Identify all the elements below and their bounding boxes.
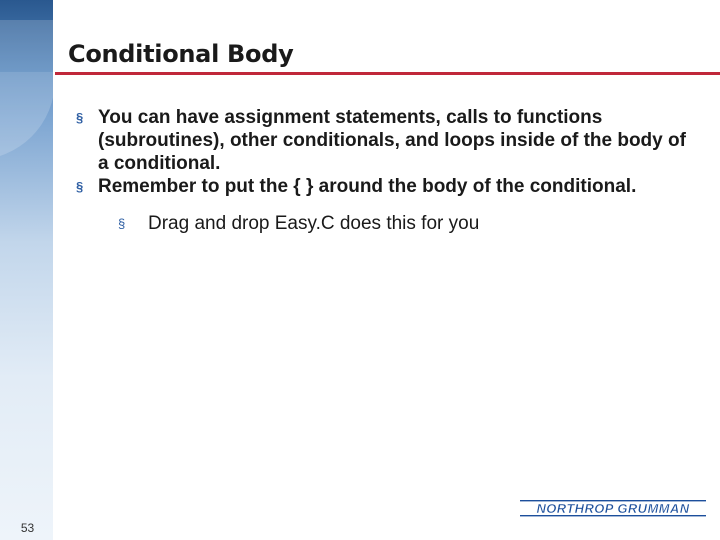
bullet-item bbox=[76, 106, 696, 175]
bullet-text: You can have assignment statements, calls to functions (subroutines), other conditionals, and loops inside of the body of a conditional. bbox=[98, 107, 686, 174]
page-number: 53 bbox=[20, 521, 35, 535]
sidebar-band bbox=[0, 0, 55, 540]
sidebar-divider bbox=[53, 0, 55, 540]
sidebar-arc-decoration bbox=[0, 20, 55, 160]
bullet-marker-icon: § bbox=[118, 216, 126, 231]
bullet-item bbox=[76, 175, 696, 198]
northrop-grumman-logo bbox=[520, 497, 706, 519]
bullet-marker-icon: § bbox=[76, 110, 84, 125]
logo-wordmark: NORTHROP GRUMMAN bbox=[536, 501, 690, 516]
sub-bullet-text: Drag and drop Easy.C does this for you bbox=[148, 213, 480, 234]
slide-title: Conditional Body bbox=[68, 40, 294, 68]
sub-bullet-item bbox=[76, 212, 696, 235]
title-underline bbox=[55, 72, 720, 75]
slide-content bbox=[76, 106, 696, 235]
bullet-marker-icon: § bbox=[76, 179, 84, 194]
bullet-text: Remember to put the { } around the body of the conditional. bbox=[98, 176, 637, 197]
